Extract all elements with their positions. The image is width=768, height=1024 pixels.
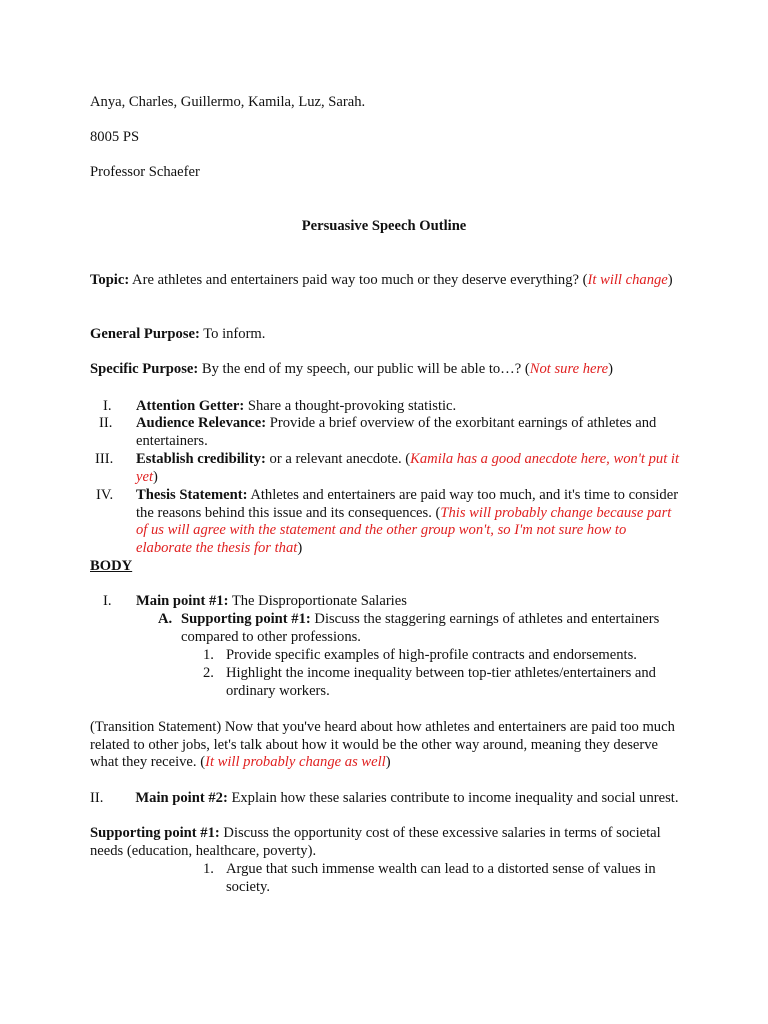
intro-item-thesis xyxy=(136,487,681,557)
intro-item-number: I. xyxy=(103,398,112,414)
topic-label: Topic: xyxy=(90,272,130,288)
intro-item-label: Audience Relevance: xyxy=(136,415,267,431)
intro-item-text: Share a thought-provoking statistic. xyxy=(244,398,457,414)
intro-item-note: This will probably change because part of us will agree with the statement and the other group won't, so I'm not sure how to elaborate the thesis for that xyxy=(136,504,672,556)
intro-item-number: IV. xyxy=(96,487,114,503)
body-heading: BODY xyxy=(90,558,133,574)
transition-note: It will probably change as well xyxy=(205,754,386,770)
specific-purpose-note: Not sure here xyxy=(529,361,609,377)
specific-purpose-label: Specific Purpose: xyxy=(90,361,199,377)
supporting-point-letter: A. xyxy=(158,611,173,627)
detail-number: 1. xyxy=(203,647,214,663)
main-point-number: I. xyxy=(103,593,112,609)
professor-name: Professor Schaefer xyxy=(90,164,200,180)
detail-item: Highlight the income inequality between top-tier athletes/entertainers and ordinary workers. xyxy=(226,665,656,699)
main-point-label: Main point #2: xyxy=(135,790,228,806)
general-purpose-label: General Purpose: xyxy=(90,326,200,342)
supporting-point-text: Discuss the opportunity cost of these excessive salaries in terms of societal needs (education, healthcare, poverty). xyxy=(90,825,661,859)
intro-item-number: II. xyxy=(99,415,113,431)
transition-paragraph xyxy=(90,719,680,772)
intro-item-text: Provide a brief overview of the exorbitant earnings of athletes and entertainers. xyxy=(136,415,657,449)
intro-item-text: or a relevant anecdote. xyxy=(265,451,406,467)
supporting-point-1 xyxy=(181,611,681,646)
specific-purpose-close: ) xyxy=(608,361,614,377)
intro-item-label: Establish credibility: xyxy=(136,451,266,467)
detail-number: 2. xyxy=(203,665,214,681)
main-point-label: Main point #1: xyxy=(136,593,229,609)
detail-item: Provide specific examples of high-profile contracts and endorsements. xyxy=(226,647,637,663)
course-code: 8005 PS xyxy=(90,129,140,145)
topic-close: ) xyxy=(667,272,673,288)
detail-item: Argue that such immense wealth can lead to a distorted sense of values in society. xyxy=(226,861,656,895)
specific-purpose-text: By the end of my speech, our public will be able to…? ( xyxy=(198,361,530,377)
intro-item-note: Kamila has a good anecdote here, won't put it yet xyxy=(136,451,680,485)
supporting-point-label: Supporting point #1: xyxy=(90,825,220,841)
transition-close: ) xyxy=(385,754,391,770)
intro-item-open: ( xyxy=(435,504,441,521)
general-purpose-paragraph xyxy=(90,326,680,344)
intro-item-close: ) xyxy=(153,468,158,485)
author-names: Anya, Charles, Guillermo, Kamila, Luz, Sarah. xyxy=(90,94,366,110)
intro-item-attention-getter xyxy=(136,398,681,416)
main-point-text: Explain how these salaries contribute to income inequality and social unrest. xyxy=(227,790,679,806)
intro-item-open: ( xyxy=(405,451,411,467)
main-point-number: II. xyxy=(90,790,104,806)
main-point-1 xyxy=(136,593,681,611)
transition-text: (Transition Statement) Now that you've heard about how athletes and entertainers are paid too much related to other jobs, let's talk about how it would be the other way around, meaning they deserve what they receive. ( xyxy=(90,719,675,770)
intro-item-credibility xyxy=(136,451,681,486)
specific-purpose-paragraph xyxy=(90,361,680,379)
intro-item-audience-relevance xyxy=(136,415,681,450)
intro-item-label: Thesis Statement: xyxy=(136,487,248,503)
intro-item-label: Attention Getter: xyxy=(136,398,245,414)
detail-number: 1. xyxy=(203,861,214,877)
general-purpose-text: To inform. xyxy=(199,326,266,342)
intro-item-text: Athletes and entertainers are paid way too much, and it's time to consider the reasons behind this issue and its consequences. xyxy=(136,487,679,521)
intro-item-close: ) xyxy=(297,539,303,556)
main-point-2 xyxy=(90,790,680,808)
intro-item-number: III. xyxy=(95,451,114,467)
topic-paragraph xyxy=(90,272,680,290)
supporting-point-text: Discuss the staggering earnings of athletes and entertainers compared to other professions. xyxy=(181,611,660,645)
supporting-point-label: Supporting point #1: xyxy=(181,611,311,627)
topic-note: It will change xyxy=(587,272,668,288)
document-title: Persuasive Speech Outline xyxy=(301,218,467,234)
main-point-2-supporting xyxy=(90,825,680,860)
topic-text: Are athletes and entertainers paid way too much or they deserve everything? ( xyxy=(129,272,588,288)
main-point-text: The Disproportionate Salaries xyxy=(228,593,407,609)
